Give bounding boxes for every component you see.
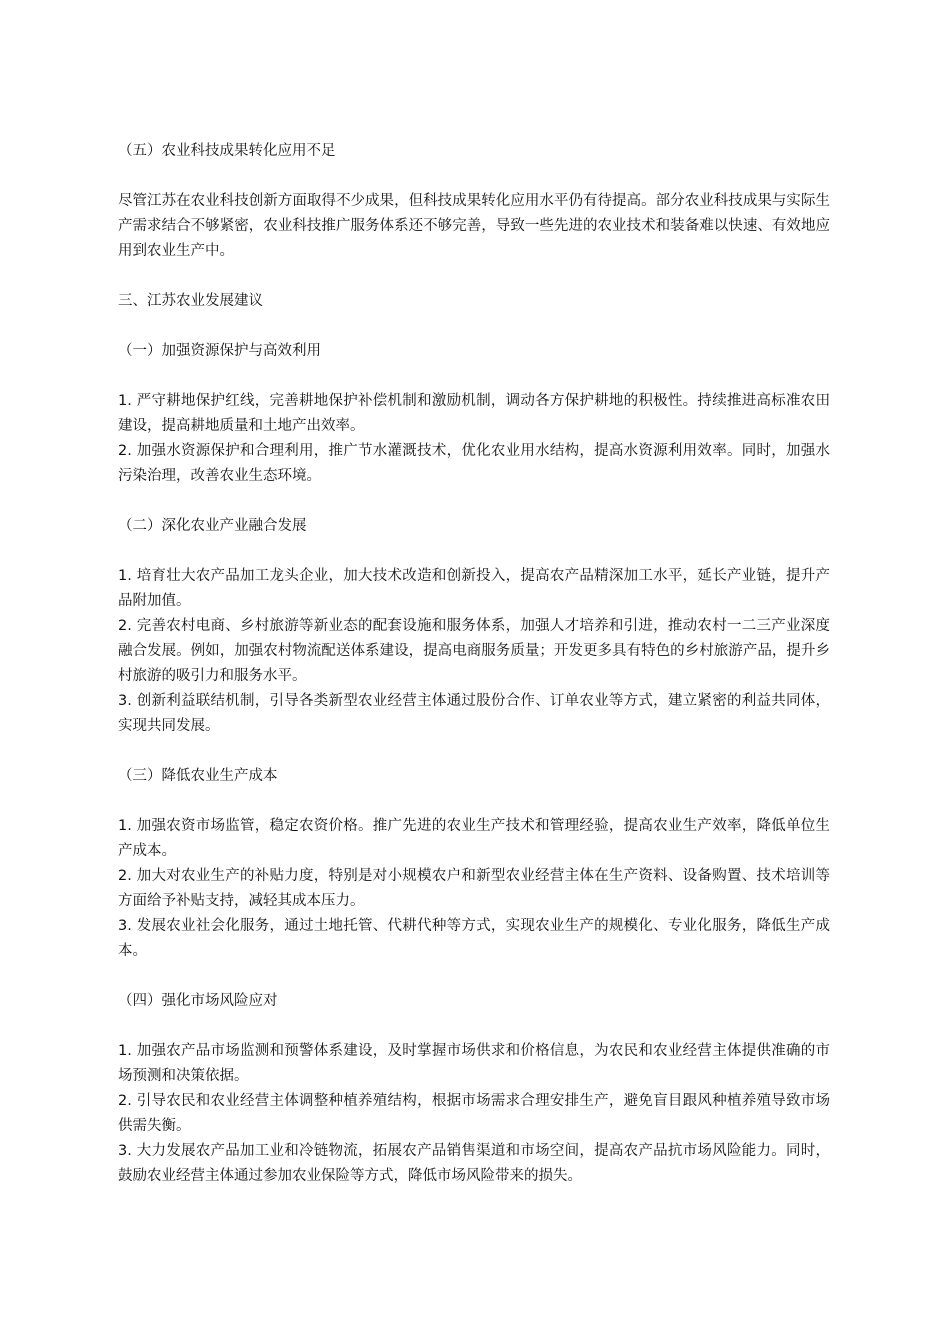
document-page bbox=[118, 139, 830, 1189]
list-item: 1. 培育壮大农产品加工龙头企业，加大技术改造和创新投入，提高农产品精深加工水平，延长产业链，提升产品附加值。 bbox=[118, 568, 830, 609]
list-item: 3. 创新利益联结机制，引导各类新型农业经营主体通过股份合作、订单农业等方式，建立紧密的利益共同体，实现共同发展。 bbox=[118, 693, 830, 734]
spacer bbox=[118, 1014, 830, 1039]
spacer bbox=[118, 539, 830, 564]
list-item: 2. 引导农民和农业经营主体调整种植养殖结构，根据市场需求合理安排生产，避免盲目跟风种植养殖导致市场供需失衡。 bbox=[118, 1093, 830, 1134]
paragraph-tech-transfer: 尽管江苏在农业科技创新方面取得不少成果，但科技成果转化应用水平仍有待提高。部分农业科技成果与实际生产需求结合不够紧密，农业科技推广服务体系还不够完善，导致一些先进的农业技术和装备难以快速、有效地应用到农业生产中。 bbox=[118, 193, 830, 259]
spacer bbox=[118, 164, 830, 189]
spacer bbox=[118, 314, 830, 339]
list-item: 1. 严守耕地保护红线，完善耕地保护补偿机制和激励机制，调动各方保护耕地的积极性。持续推进高标准农田建设，提高耕地质量和土地产出效率。 bbox=[118, 393, 830, 434]
part-heading-recommendations: 三、江苏农业发展建议 bbox=[118, 293, 263, 309]
spacer bbox=[118, 789, 830, 814]
list-item: 2. 加强水资源保护和合理利用，推广节水灌溉技术，优化农业用水结构，提高水资源利用效率。同时，加强水污染治理，改善农业生态环境。 bbox=[118, 443, 830, 484]
list-item: 2. 加大对农业生产的补贴力度，特别是对小规模农户和新型农业经营主体在生产资料、设备购置、技术培训等方面给予补贴支持，减轻其成本压力。 bbox=[118, 868, 830, 909]
section-heading-market-risk: （四）强化市场风险应对 bbox=[118, 993, 278, 1009]
spacer bbox=[118, 264, 830, 289]
spacer bbox=[118, 739, 830, 764]
section-heading-industry-integration: （二）深化农业产业融合发展 bbox=[118, 518, 307, 534]
section-heading-tech-transfer: （五）农业科技成果转化应用不足 bbox=[118, 143, 336, 159]
spacer bbox=[118, 489, 830, 514]
spacer bbox=[118, 364, 830, 389]
section-heading-reduce-costs: （三）降低农业生产成本 bbox=[118, 768, 278, 784]
list-item: 3. 大力发展农产品加工业和冷链物流，拓展农产品销售渠道和市场空间，提高农产品抗市场风险能力。同时，鼓励农业经营主体通过参加农业保险等方式，降低市场风险带来的损失。 bbox=[118, 1143, 830, 1184]
spacer bbox=[118, 964, 830, 989]
section-heading-resources: （一）加强资源保护与高效利用 bbox=[118, 343, 321, 359]
list-item: 2. 完善农村电商、乡村旅游等新业态的配套设施和服务体系，加强人才培养和引进，推动农村一二三产业深度融合发展。例如，加强农村物流配送体系建设，提高电商服务质量；开发更多具有特色的乡村旅游产品，提升乡村旅游的吸引力和服务水平。 bbox=[118, 618, 830, 684]
list-item: 1. 加强农产品市场监测和预警体系建设，及时掌握市场供求和价格信息，为农民和农业经营主体提供准确的市场预测和决策依据。 bbox=[118, 1043, 830, 1084]
list-item: 3. 发展农业社会化服务，通过土地托管、代耕代种等方式，实现农业生产的规模化、专业化服务，降低生产成本。 bbox=[118, 918, 830, 959]
list-item: 1. 加强农资市场监管，稳定农资价格。推广先进的农业生产技术和管理经验，提高农业生产效率，降低单位生产成本。 bbox=[118, 818, 830, 859]
